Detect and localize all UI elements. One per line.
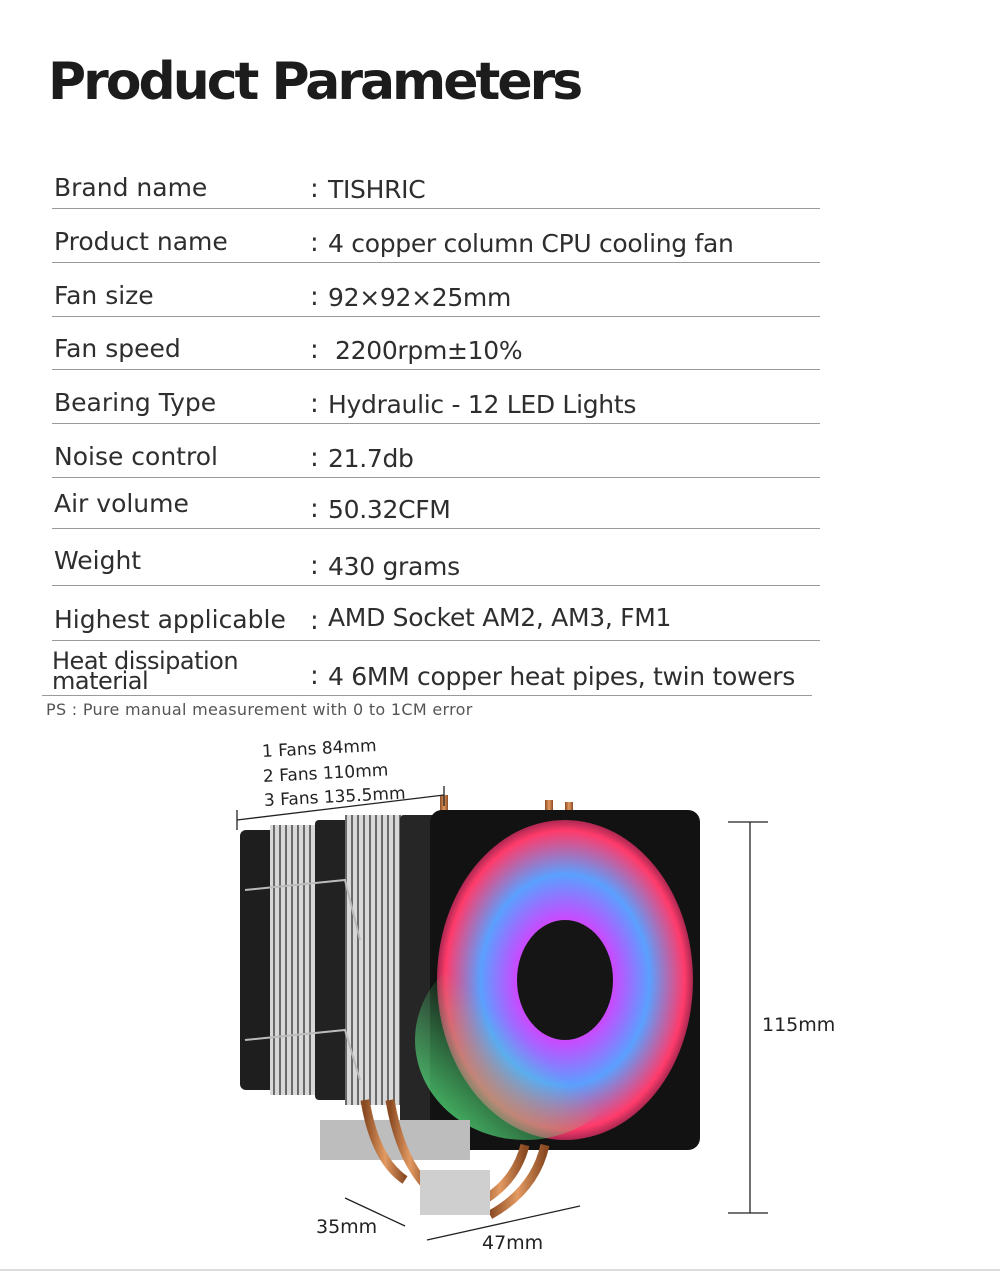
param-colon: : (310, 174, 319, 204)
param-label: Weight (54, 546, 142, 575)
param-label: Noise control (54, 442, 218, 471)
page-title: Product Parameters (48, 52, 581, 112)
param-colon: : (310, 606, 319, 636)
param-value: TISHRIC (328, 175, 426, 204)
param-colon: : (310, 494, 319, 524)
fan-dimension-2: 2 Fans 110mm (262, 760, 389, 787)
param-value: Hydraulic - 12 LED Lights (328, 390, 637, 419)
param-value: 2200rpm±10% (335, 336, 523, 365)
param-colon: : (310, 228, 319, 258)
param-label: Bearing Type (54, 388, 217, 417)
param-value: 50.32CFM (328, 495, 451, 524)
param-colon: : (310, 389, 319, 419)
fan-dimension-3: 3 Fans 135.5mm (263, 783, 407, 811)
height-dimension: 115mm (762, 1014, 836, 1036)
param-colon: : (310, 551, 319, 581)
measurement-note: PS : Pure manual measurement with 0 to 1CM error (46, 700, 473, 719)
param-value: AMD Socket AM2, AM3, FM1 (328, 603, 672, 632)
param-value: 4 copper column CPU cooling fan (328, 229, 734, 258)
param-colon: : (310, 282, 319, 312)
param-value: 430 grams (328, 552, 460, 581)
param-label: Fan speed (54, 334, 181, 363)
param-label: Brand name (54, 173, 208, 202)
param-colon: : (310, 443, 319, 473)
param-colon: : (310, 335, 319, 365)
param-label: Air volume (54, 489, 189, 518)
depth-dimension: 35mm (316, 1216, 378, 1238)
param-label: Heat dissipation material (52, 647, 239, 695)
param-value: 4 6MM copper heat pipes, twin towers (328, 662, 795, 691)
param-label: Highest applicable (54, 605, 286, 634)
fan-dimension-1: 1 Fans 84mm (261, 736, 378, 762)
width-dimension: 47mm (482, 1232, 544, 1254)
param-colon: : (310, 661, 319, 691)
param-value: 92×92×25mm (328, 283, 512, 312)
param-label: Product name (54, 227, 228, 256)
param-label: Fan size (54, 281, 154, 310)
bottom-divider (0, 1269, 1000, 1271)
param-value: 21.7db (328, 444, 414, 473)
